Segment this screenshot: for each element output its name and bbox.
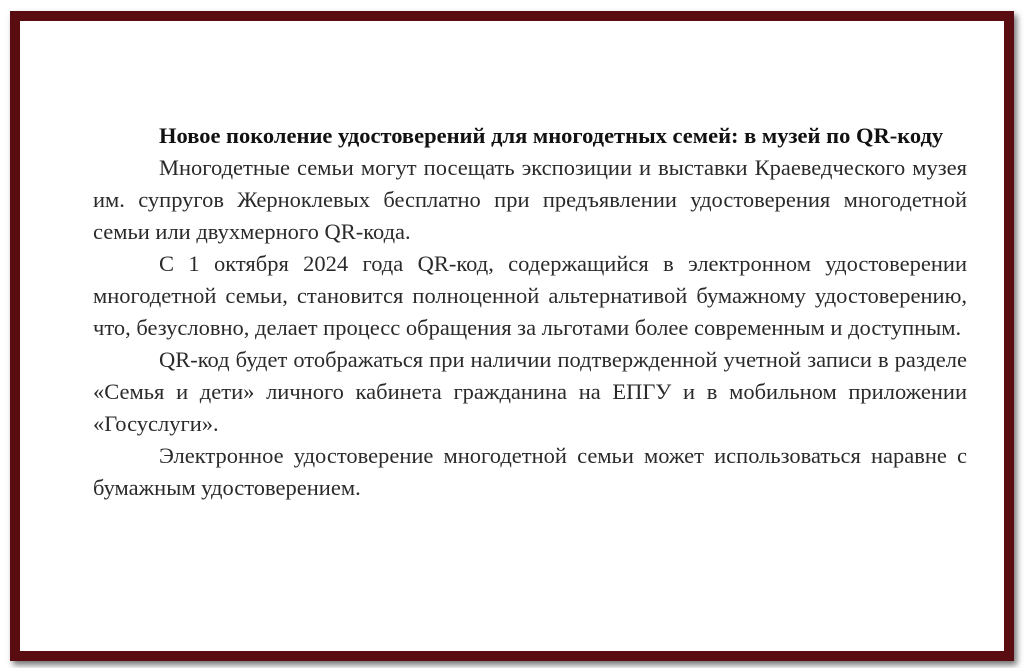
document-title: Новое поколение удостоверений для многодетных семей: в музей по QR-коду (159, 123, 944, 148)
paragraph-qr-code-alternative: С 1 октября 2024 года QR-код, содержащийся в электронном удостоверении многодетной семьи, становится полноценной альтернативой бумажному удостоверению, что, безусловно, делает процесс обращения за льготами более современным и доступным. (93, 251, 967, 340)
document-body (93, 120, 967, 504)
paragraph-qr-code-display: QR-код будет отображаться при наличии подтвержденной учетной записи в разделе «Семья и дети» личного кабинета гражданина на ЕПГУ и в мобильном приложении «Госуслуги». (93, 347, 967, 436)
paragraph-museum-free-entry: Многодетные семьи могут посещать экспозиции и выставки Краеведческого музея им. супругов Жерноклевых бесплатно при предъявлении удостоверения многодетной семьи или двухмерного QR-кода. (93, 155, 967, 244)
document-frame (10, 11, 1014, 661)
paragraph-electronic-certificate: Электронное удостоверение многодетной семьи может использоваться наравне с бумажным удостоверением. (93, 443, 967, 500)
